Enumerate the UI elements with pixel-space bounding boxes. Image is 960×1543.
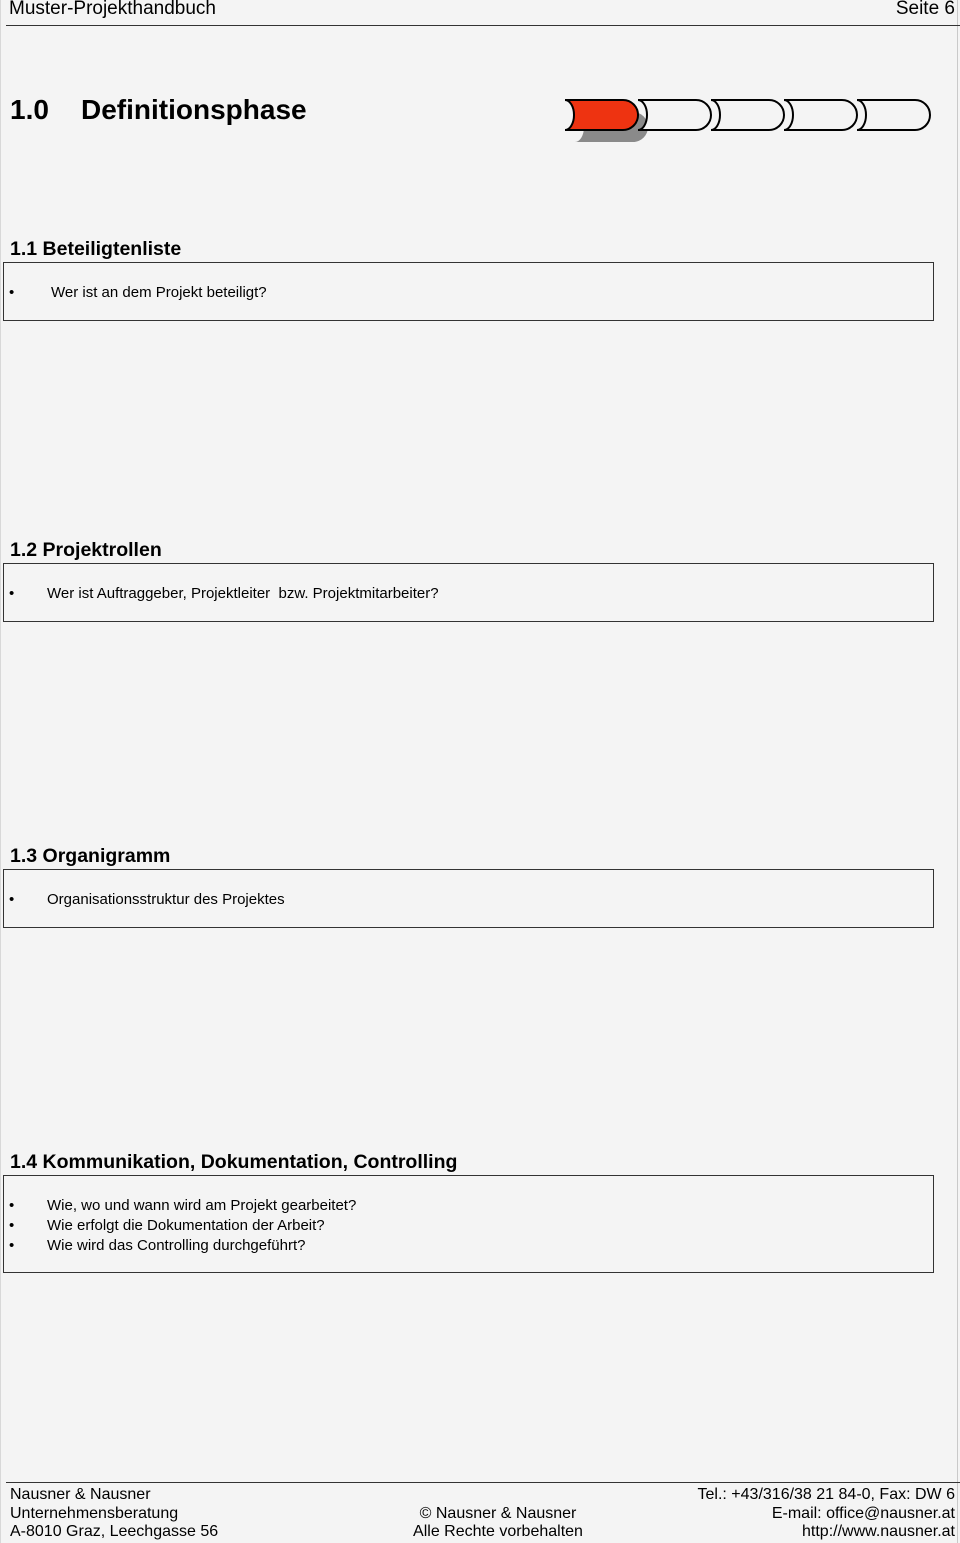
section-box-beteiligtenliste (3, 262, 934, 321)
footer-company-name: Nausner & Nausner (10, 1486, 151, 1503)
phase-segment (784, 100, 857, 130)
chapter-heading (10, 94, 307, 126)
bullet: • (9, 1237, 15, 1254)
section-title-kommunikation: 1.4 Kommunikation, Dokumentation, Controlling (10, 1151, 458, 1173)
section-box-projektrollen (3, 563, 934, 622)
list-item (4, 890, 933, 910)
chapter-number: 1.0 (10, 94, 49, 125)
phase-segment (638, 100, 711, 130)
list-item (4, 1236, 933, 1256)
list-item (4, 1196, 933, 1216)
page-number: Seite 6 (895, 0, 955, 19)
list-item-text: Wie wird das Controlling durchgeführt? (47, 1237, 306, 1254)
list-item-text: Wie, wo und wann wird am Projekt gearbeitet? (47, 1197, 357, 1214)
footer-contact-block (698, 1486, 955, 1542)
footer-website: http://www.nausner.at (802, 1523, 955, 1540)
list-item-text: Wer ist an dem Projekt beteiligt? (51, 284, 267, 301)
section-title-projektrollen: 1.2 Projektrollen (10, 539, 162, 561)
chapter-title: Definitionsphase (81, 94, 307, 125)
list-item (4, 283, 933, 303)
document-title: Muster-Projekthandbuch (9, 0, 216, 19)
footer-email: E-mail: office@nausner.at (771, 1504, 955, 1522)
phase-progress-graphic (560, 95, 940, 147)
phase-segment (857, 100, 930, 130)
footer-divider (6, 1482, 960, 1483)
bullet: • (9, 1217, 15, 1234)
header-divider (6, 25, 960, 26)
footer-company-address: A-8010 Graz, Leechgasse 56 (10, 1523, 219, 1540)
list-item-text: Organisationsstruktur des Projektes (47, 891, 285, 908)
footer-company-block (10, 1486, 218, 1542)
phase-segment-active (565, 100, 638, 130)
footer-copyright: © Nausner & Nausner (419, 1504, 577, 1522)
section-title-organigramm: 1.3 Organigramm (10, 845, 171, 867)
footer-company-type: Unternehmensberatung (10, 1504, 179, 1522)
list-item (4, 584, 933, 604)
list-item-text: Wer ist Auftraggeber, Projektleiter bzw. Projektmitarbeiter? (47, 585, 439, 602)
footer-phone-fax: Tel.: +43/316/38 21 84-0, Fax: DW 6 (697, 1486, 955, 1503)
bullet: • (9, 284, 15, 301)
page-edge-right (957, 0, 958, 1543)
page-edge-left (0, 0, 1, 1543)
section-title-beteiligtenliste: 1.1 Beteiligtenliste (10, 238, 182, 260)
bullet: • (9, 891, 15, 908)
page-header (0, 0, 960, 26)
phase-segment (711, 100, 784, 130)
section-box-kommunikation (3, 1175, 934, 1273)
section-box-organigramm (3, 869, 934, 928)
bullet: • (9, 1197, 15, 1214)
footer-rights: Alle Rechte vorbehalten (413, 1523, 583, 1540)
list-item (4, 1216, 933, 1236)
footer-copyright-block (410, 1505, 586, 1542)
bullet: • (9, 585, 15, 602)
list-item-text: Wie erfolgt die Dokumentation der Arbeit? (47, 1217, 325, 1234)
